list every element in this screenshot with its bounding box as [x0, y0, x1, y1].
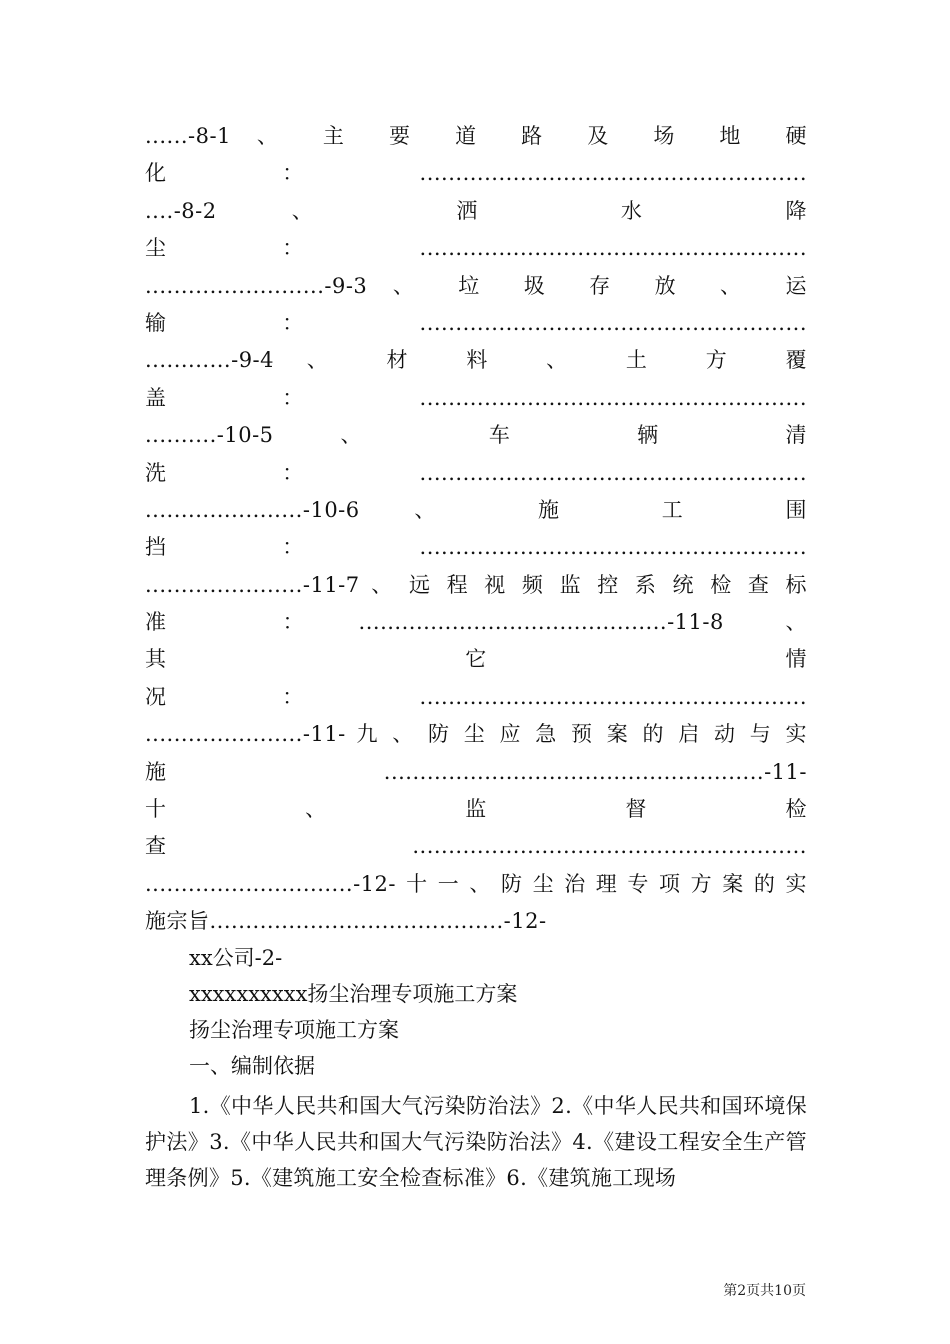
toc-line: ....-8-2 、 洒 水 降 [145, 198, 807, 223]
company-page-label: xx公司-2- [189, 946, 283, 970]
toc-line: 况：...................................................... [145, 684, 807, 709]
toc-line: 准 ：...........................................-11-8 、 [145, 610, 807, 635]
toc-line: ......................-11-7 、 远 程 视 频 监 控 系 统 检 查 标 [145, 572, 807, 597]
toc-line: 盖：...................................................... [145, 385, 807, 410]
section-heading: 一、编制依据 [189, 1054, 315, 1078]
toc-line: 施.....................................................-11- [145, 759, 807, 784]
toc-line: 输：...................................................... [145, 310, 807, 335]
toc-line: ......................-10-6 、 施 工 围 [145, 497, 807, 522]
toc-line: ......-8-1 、 主 要 道 路 及 场 地 硬 [145, 124, 807, 148]
page-footer: 第2页共10页 [723, 1283, 806, 1299]
toc-line: .............................-12-十一、防尘治理专项方案的实 [145, 871, 807, 896]
toc-line: 尘：...................................................... [145, 236, 807, 261]
header-title: xxxxxxxxxx扬尘治理专项施工方案 [189, 982, 518, 1006]
toc-line: 洗：...................................................... [145, 460, 807, 485]
toc-line: 十 、 监 督 检 [145, 797, 807, 822]
toc-line: ............-9-4 、 材 料 、 土 方 覆 [145, 348, 807, 373]
toc-line: 施宗旨.........................................-12- [145, 909, 547, 934]
toc-line: 查....................................................... [145, 834, 807, 859]
toc-line: 其 它 情 [145, 647, 807, 672]
document-body [145, 940, 807, 1196]
toc-line: ..........-10-5 、 车 辆 清 [145, 423, 807, 448]
basis-paragraph: 1.《中华人民共和国大气污染防治法》2.《中华人民共和国环境保护法》3.《中华人民共和国大气污染防治法》4.《建设工程安全生产管理条例》5.《建筑施工安全检查标准》6.《建筑施工现场 [145, 1094, 807, 1190]
toc-line: 化：...................................................... [145, 161, 807, 186]
table-of-contents [145, 118, 807, 941]
toc-line: ......................-11- 九 、 防 尘 应 急 预 案 的 启 动 与 实 [145, 722, 807, 747]
toc-line: 挡：...................................................... [145, 535, 807, 560]
document-title: 扬尘治理专项施工方案 [189, 1018, 399, 1042]
toc-line: .........................-9-3 、 垃 圾 存 放 、 运 [145, 273, 807, 298]
